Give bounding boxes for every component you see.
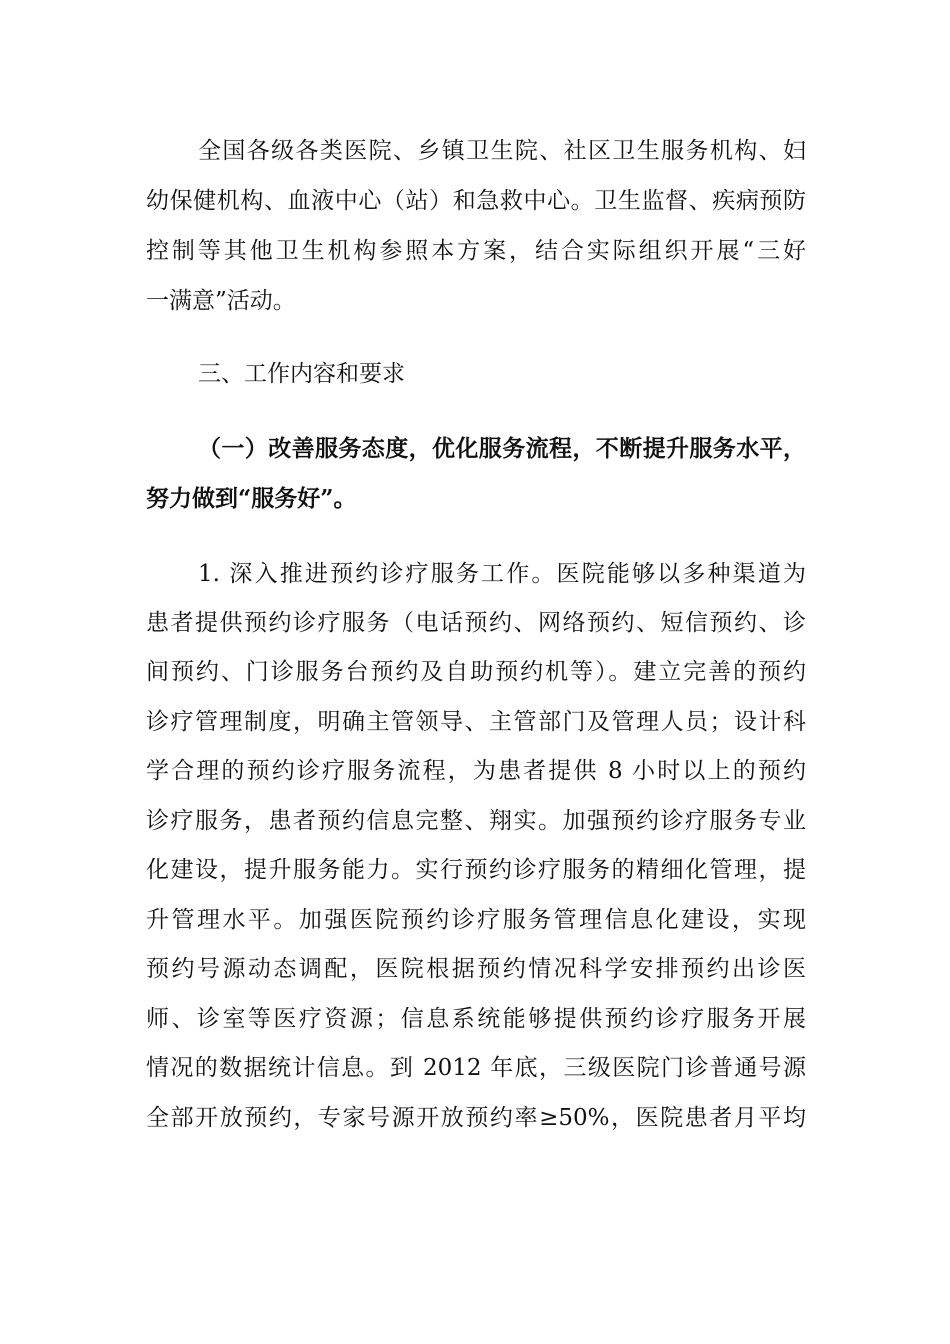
paragraph-line: 情况的数据统计信息。到 2012 年底，三级医院门诊普通号源 [146,1055,806,1081]
subsection-heading-line: 努力做到“服务好”。 [146,485,357,512]
paragraph-line: 升管理水平。加强医院预约诊疗服务管理信息化建设，实现 [146,907,806,933]
paragraph-line: 1. 深入推进预约诊疗服务工作。医院能够以多种渠道为 [198,561,806,587]
paragraph-line: 诊疗服务，患者预约信息完整、翔实。加强预约诊疗服务专业 [146,808,806,834]
paragraph-line: 诊疗管理制度，明确主管领导、主管部门及管理人员；设计科 [146,709,806,735]
paragraph-line: 患者提供预约诊疗服务（电话预约、网络预约、短信预约、诊 [146,610,806,636]
paragraph-line: 全部开放预约，专家号源开放预约率≥50%，医院患者月平均 [146,1105,806,1131]
paragraph-line: 控制等其他卫生机构参照本方案，结合实际组织开展“三好 [146,238,806,264]
paragraph-line: 化建设，提升服务能力。实行预约诊疗服务的精细化管理，提 [146,857,806,883]
paragraph-line: 全国各级各类医院、乡镇卫生院、社区卫生服务机构、妇 [198,138,806,164]
section-heading: 三、工作内容和要求 [198,361,405,387]
paragraph-line: 间预约、门诊服务台预约及自助预约机等）。建立完善的预约 [146,659,806,685]
subsection-heading-line: （一）改善服务态度，优化服务流程，不断提升服务水平， [198,435,806,462]
paragraph-line: 预约号源动态调配，医院根据预约情况科学安排预约出诊医 [146,956,806,982]
paragraph-line: 学合理的预约诊疗服务流程，为患者提供 8 小时以上的预约 [146,758,806,784]
paragraph-line: 幼保健机构、血液中心（站）和急救中心。卫生监督、疾病预防 [146,188,806,214]
paragraph-line: 师、诊室等医疗资源；信息系统能够提供预约诊疗服务开展 [146,1006,806,1032]
paragraph-line: 一满意”活动。 [146,288,296,314]
